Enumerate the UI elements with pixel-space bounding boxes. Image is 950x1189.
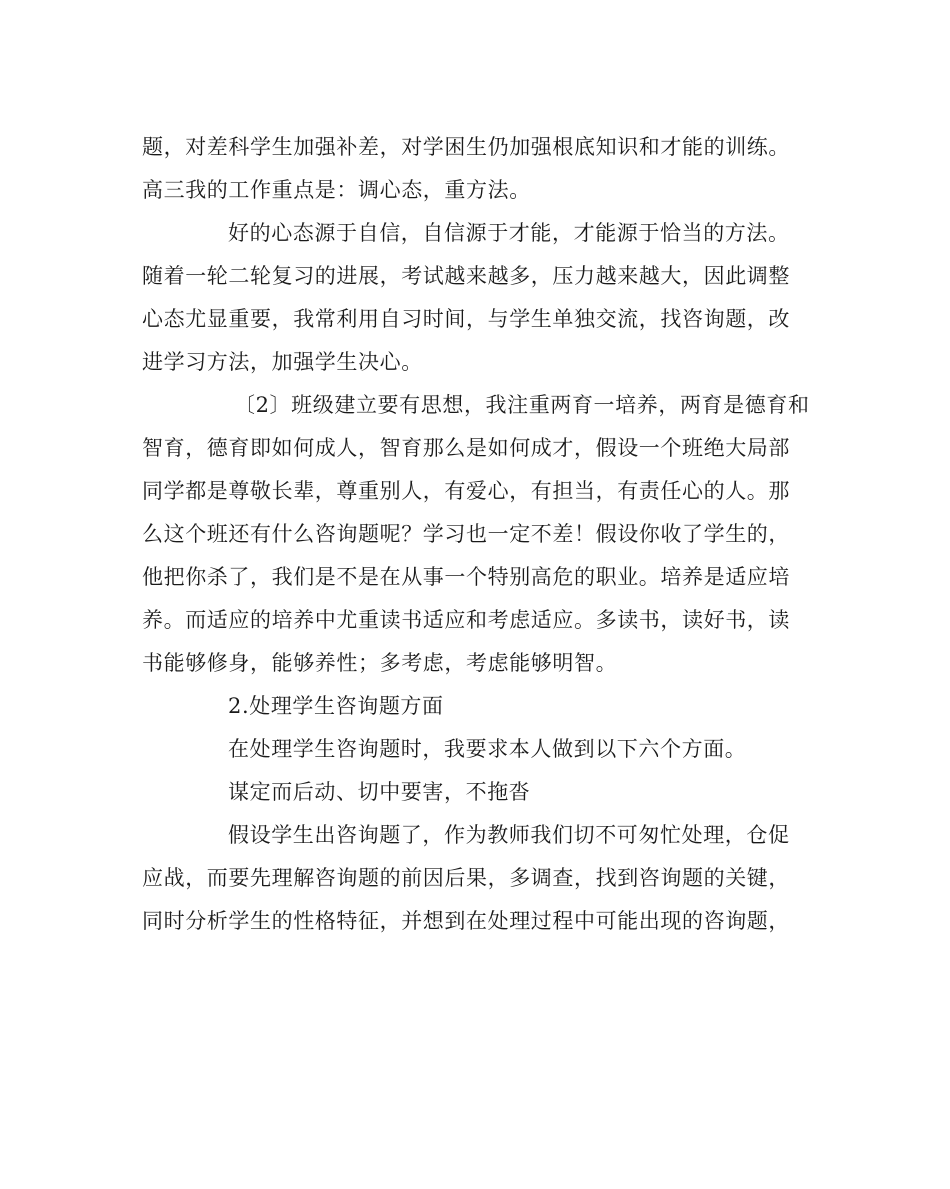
document-body [142,126,822,943]
section-heading: 2.处理学生咨询题方面 [228,694,444,718]
text-line-18: 应战，而要先理解咨询题的前因后果，多调查，找到咨询题的关键， [142,866,790,890]
text-line-8: 智育，德育即如何成人，智育那么是如何成才，假设一个班绝大局部 [142,436,790,460]
text-line-15: 在处理学生咨询题时，我要求本人做到以下六个方面。 [228,737,747,761]
text-line-4: 随着一轮二轮复习的进展，考试越来越多，压力越来越大，因此调整 [142,264,790,288]
text-line-17: 假设学生出咨询题了，作为教师我们切不可匆忙处理，仓促 [228,823,790,847]
text-line-3: 好的心态源于自信，自信源于才能，才能源于恰当的方法。 [228,221,790,245]
text-line-1: 题，对差科学生加强补差，对学困生仍加强根底知识和才能的训练。 [142,135,790,159]
text-line-7: 〔2〕班级建立要有思想，我注重两育一培养，两育是德育和 [234,393,810,417]
text-line-9: 同学都是尊敬长辈，尊重别人，有爱心，有担当，有责任心的人。那 [142,479,790,503]
text-line-11: 他把你杀了，我们是不是在从事一个特别高危的职业。培养是适应培 [142,565,790,589]
text-line-5: 心态尤显重要，我常利用自习时间，与学生单独交流，找咨询题，改 [142,307,790,331]
text-line-6: 进学习方法，加强学生决心。 [142,350,423,374]
text-line-2: 高三我的工作重点是：调心态，重方法。 [142,178,531,202]
text-line-13: 书能够修身，能够养性；多考虑，考虑能够明智。 [142,651,618,675]
text-line-19: 同时分析学生的性格特征，并想到在处理过程中可能出现的咨询题， [142,909,790,933]
text-line-12: 养。而适应的培养中尤重读书适应和考虑适应。多读书，读好书，读 [142,608,790,632]
subheading: 谋定而后动、切中要害，不拖沓 [228,780,531,804]
text-line-10: 么这个班还有什么咨询题呢？学习也一定不差！假设你收了学生的， [142,522,790,546]
